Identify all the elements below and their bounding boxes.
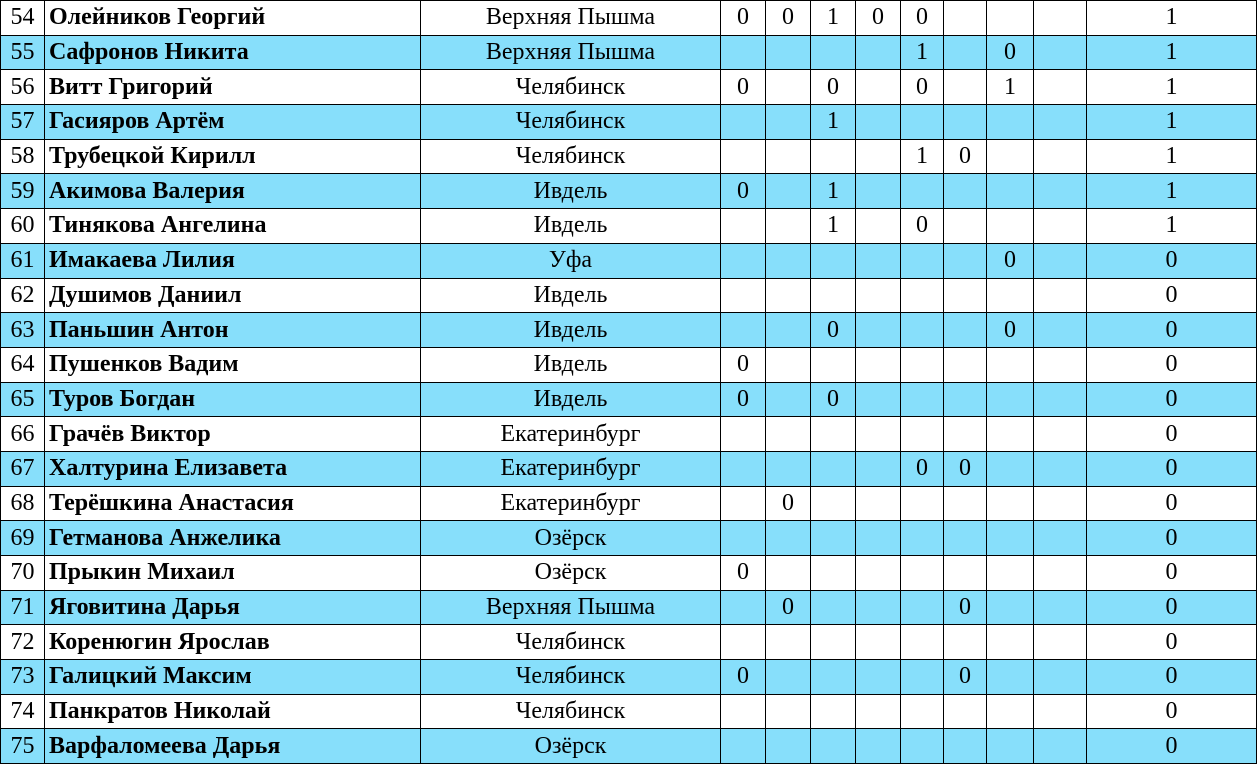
table-row <box>1 347 1257 382</box>
problem-score-cell <box>1034 625 1087 660</box>
table-row <box>1 660 1257 695</box>
problem-score-cell <box>944 278 987 313</box>
problem-score-cell <box>1034 382 1087 417</box>
problem-score-cell <box>944 417 987 452</box>
city-cell: Челябинск <box>421 625 721 660</box>
problem-score-cell <box>901 278 944 313</box>
problem-score-cell <box>1034 521 1087 556</box>
problem-score-cell <box>987 139 1034 174</box>
problem-score-cell: 0 <box>901 1 944 36</box>
problem-score-cell: 0 <box>811 382 856 417</box>
problem-score-cell <box>721 729 766 764</box>
participant-name-cell: Халтурина Елизавета <box>45 451 421 486</box>
table-row <box>1 382 1257 417</box>
total-score-cell: 0 <box>1087 382 1257 417</box>
row-number-cell: 55 <box>1 35 45 70</box>
participant-name-cell: Коренюгин Ярослав <box>45 625 421 660</box>
city-cell: Ивдель <box>421 313 721 348</box>
problem-score-cell <box>987 660 1034 695</box>
problem-score-cell <box>766 556 811 591</box>
problem-score-cell <box>721 313 766 348</box>
total-score-cell: 0 <box>1087 278 1257 313</box>
problem-score-cell <box>901 347 944 382</box>
problem-score-cell: 0 <box>987 313 1034 348</box>
problem-score-cell <box>987 729 1034 764</box>
total-score-cell: 0 <box>1087 313 1257 348</box>
problem-score-cell <box>944 313 987 348</box>
participant-name-cell: Терёшкина Анастасия <box>45 486 421 521</box>
problem-score-cell <box>856 660 901 695</box>
problem-score-cell <box>811 521 856 556</box>
problem-score-cell <box>811 625 856 660</box>
problem-score-cell <box>987 556 1034 591</box>
problem-score-cell <box>944 729 987 764</box>
total-score-cell: 0 <box>1087 625 1257 660</box>
problem-score-cell <box>901 556 944 591</box>
problem-score-cell <box>901 590 944 625</box>
problem-score-cell <box>811 139 856 174</box>
problem-score-cell: 1 <box>811 209 856 244</box>
problem-score-cell <box>766 625 811 660</box>
problem-score-cell <box>766 105 811 140</box>
problem-score-cell <box>1034 694 1087 729</box>
table-row <box>1 139 1257 174</box>
row-number-cell: 62 <box>1 278 45 313</box>
problem-score-cell <box>721 209 766 244</box>
problem-score-cell: 0 <box>766 486 811 521</box>
problem-score-cell <box>944 105 987 140</box>
table-row <box>1 451 1257 486</box>
problem-score-cell <box>987 278 1034 313</box>
problem-score-cell <box>901 625 944 660</box>
problem-score-cell <box>1034 70 1087 105</box>
problem-score-cell <box>856 729 901 764</box>
problem-score-cell <box>721 105 766 140</box>
problem-score-cell <box>811 278 856 313</box>
row-number-cell: 57 <box>1 105 45 140</box>
problem-score-cell <box>766 209 811 244</box>
table-row <box>1 486 1257 521</box>
problem-score-cell: 0 <box>721 1 766 36</box>
city-cell: Ивдель <box>421 174 721 209</box>
problem-score-cell <box>1034 313 1087 348</box>
problem-score-cell: 0 <box>811 313 856 348</box>
problem-score-cell <box>901 105 944 140</box>
problem-score-cell <box>987 625 1034 660</box>
row-number-cell: 58 <box>1 139 45 174</box>
problem-score-cell: 0 <box>766 1 811 36</box>
row-number-cell: 63 <box>1 313 45 348</box>
problem-score-cell <box>856 35 901 70</box>
problem-score-cell <box>1034 278 1087 313</box>
problem-score-cell: 0 <box>766 590 811 625</box>
total-score-cell: 1 <box>1087 105 1257 140</box>
total-score-cell: 0 <box>1087 556 1257 591</box>
problem-score-cell <box>856 209 901 244</box>
row-number-cell: 66 <box>1 417 45 452</box>
total-score-cell: 1 <box>1087 139 1257 174</box>
total-score-cell: 0 <box>1087 590 1257 625</box>
problem-score-cell: 1 <box>811 105 856 140</box>
problem-score-cell <box>766 521 811 556</box>
problem-score-cell <box>944 382 987 417</box>
problem-score-cell <box>944 209 987 244</box>
table-row <box>1 1 1257 36</box>
participant-name-cell: Варфаломеева Дарья <box>45 729 421 764</box>
problem-score-cell: 0 <box>856 1 901 36</box>
problem-score-cell <box>1034 1 1087 36</box>
problem-score-cell <box>901 243 944 278</box>
problem-score-cell <box>1034 590 1087 625</box>
problem-score-cell <box>901 417 944 452</box>
total-score-cell: 0 <box>1087 660 1257 695</box>
problem-score-cell <box>901 486 944 521</box>
problem-score-cell <box>811 451 856 486</box>
problem-score-cell <box>944 486 987 521</box>
participant-name-cell: Гетманова Анжелика <box>45 521 421 556</box>
problem-score-cell <box>944 694 987 729</box>
problem-score-cell <box>766 694 811 729</box>
participant-name-cell: Гасияров Артём <box>45 105 421 140</box>
problem-score-cell <box>901 174 944 209</box>
table-row <box>1 729 1257 764</box>
city-cell: Озёрск <box>421 729 721 764</box>
total-score-cell: 0 <box>1087 347 1257 382</box>
problem-score-cell <box>856 417 901 452</box>
row-number-cell: 71 <box>1 590 45 625</box>
problem-score-cell <box>901 313 944 348</box>
problem-score-cell <box>811 590 856 625</box>
total-score-cell: 1 <box>1087 209 1257 244</box>
participant-name-cell: Яговитина Дарья <box>45 590 421 625</box>
problem-score-cell <box>1034 556 1087 591</box>
problem-score-cell <box>1034 105 1087 140</box>
problem-score-cell <box>987 590 1034 625</box>
participant-name-cell: Галицкий Максим <box>45 660 421 695</box>
problem-score-cell: 0 <box>901 209 944 244</box>
row-number-cell: 75 <box>1 729 45 764</box>
problem-score-cell <box>901 660 944 695</box>
problem-score-cell: 0 <box>901 451 944 486</box>
table-row <box>1 105 1257 140</box>
problem-score-cell <box>1034 417 1087 452</box>
problem-score-cell <box>901 521 944 556</box>
problem-score-cell <box>856 590 901 625</box>
problem-score-cell <box>856 243 901 278</box>
city-cell: Челябинск <box>421 105 721 140</box>
problem-score-cell <box>811 729 856 764</box>
problem-score-cell: 0 <box>987 243 1034 278</box>
problem-score-cell <box>856 313 901 348</box>
problem-score-cell: 0 <box>811 70 856 105</box>
problem-score-cell <box>766 70 811 105</box>
participant-name-cell: Пушенков Вадим <box>45 347 421 382</box>
participant-name-cell: Витт Григорий <box>45 70 421 105</box>
problem-score-cell <box>721 590 766 625</box>
problem-score-cell <box>811 486 856 521</box>
problem-score-cell <box>766 35 811 70</box>
problem-score-cell <box>987 209 1034 244</box>
table-row <box>1 35 1257 70</box>
problem-score-cell <box>856 105 901 140</box>
city-cell: Озёрск <box>421 521 721 556</box>
table-row <box>1 174 1257 209</box>
problem-score-cell <box>721 521 766 556</box>
problem-score-cell <box>944 521 987 556</box>
problem-score-cell <box>856 556 901 591</box>
problem-score-cell <box>944 556 987 591</box>
table-row <box>1 590 1257 625</box>
problem-score-cell <box>1034 174 1087 209</box>
problem-score-cell: 0 <box>721 382 766 417</box>
participant-name-cell: Олейников Георгий <box>45 1 421 36</box>
problem-score-cell <box>987 174 1034 209</box>
problem-score-cell: 0 <box>721 70 766 105</box>
problem-score-cell <box>811 660 856 695</box>
participant-name-cell: Паньшин Антон <box>45 313 421 348</box>
participant-name-cell: Тинякова Ангелина <box>45 209 421 244</box>
city-cell: Ивдель <box>421 209 721 244</box>
row-number-cell: 68 <box>1 486 45 521</box>
problem-score-cell <box>944 243 987 278</box>
city-cell: Ивдель <box>421 382 721 417</box>
problem-score-cell <box>811 694 856 729</box>
problem-score-cell <box>856 174 901 209</box>
problem-score-cell <box>856 347 901 382</box>
problem-score-cell <box>1034 451 1087 486</box>
problem-score-cell <box>1034 35 1087 70</box>
problem-score-cell: 0 <box>944 451 987 486</box>
table-row <box>1 694 1257 729</box>
problem-score-cell <box>944 625 987 660</box>
total-score-cell: 0 <box>1087 694 1257 729</box>
city-cell: Екатеринбург <box>421 417 721 452</box>
problem-score-cell <box>856 486 901 521</box>
problem-score-cell: 0 <box>987 35 1034 70</box>
participant-name-cell: Трубецкой Кирилл <box>45 139 421 174</box>
participant-name-cell: Прыкин Михаил <box>45 556 421 591</box>
table-row <box>1 625 1257 660</box>
problem-score-cell <box>1034 139 1087 174</box>
problem-score-cell <box>766 382 811 417</box>
problem-score-cell <box>721 278 766 313</box>
city-cell: Верхняя Пышма <box>421 1 721 36</box>
problem-score-cell <box>811 417 856 452</box>
city-cell: Озёрск <box>421 556 721 591</box>
table-row <box>1 70 1257 105</box>
problem-score-cell <box>856 451 901 486</box>
row-number-cell: 60 <box>1 209 45 244</box>
participant-name-cell: Имакаева Лилия <box>45 243 421 278</box>
city-cell: Екатеринбург <box>421 451 721 486</box>
problem-score-cell: 0 <box>944 139 987 174</box>
participant-name-cell: Акимова Валерия <box>45 174 421 209</box>
city-cell: Верхняя Пышма <box>421 35 721 70</box>
row-number-cell: 72 <box>1 625 45 660</box>
total-score-cell: 1 <box>1087 174 1257 209</box>
problem-score-cell <box>901 729 944 764</box>
problem-score-cell <box>766 451 811 486</box>
problem-score-cell: 1 <box>901 35 944 70</box>
table-row <box>1 209 1257 244</box>
problem-score-cell: 0 <box>721 347 766 382</box>
total-score-cell: 0 <box>1087 521 1257 556</box>
problem-score-cell <box>901 694 944 729</box>
city-cell: Уфа <box>421 243 721 278</box>
problem-score-cell <box>856 139 901 174</box>
problem-score-cell <box>721 694 766 729</box>
city-cell: Ивдель <box>421 278 721 313</box>
problem-score-cell <box>987 347 1034 382</box>
total-score-cell: 0 <box>1087 729 1257 764</box>
row-number-cell: 54 <box>1 1 45 36</box>
problem-score-cell: 0 <box>721 660 766 695</box>
problem-score-cell <box>721 139 766 174</box>
problem-score-cell: 0 <box>721 556 766 591</box>
city-cell: Верхняя Пышма <box>421 590 721 625</box>
problem-score-cell <box>1034 347 1087 382</box>
table-row <box>1 417 1257 452</box>
problem-score-cell <box>811 243 856 278</box>
problem-score-cell <box>721 35 766 70</box>
problem-score-cell <box>811 347 856 382</box>
problem-score-cell <box>856 694 901 729</box>
problem-score-cell <box>766 417 811 452</box>
city-cell: Челябинск <box>421 70 721 105</box>
total-score-cell: 0 <box>1087 417 1257 452</box>
problem-score-cell <box>987 521 1034 556</box>
problem-score-cell <box>987 1 1034 36</box>
problem-score-cell <box>987 451 1034 486</box>
problem-score-cell <box>766 139 811 174</box>
problem-score-cell <box>766 729 811 764</box>
participant-name-cell: Туров Богдан <box>45 382 421 417</box>
problem-score-cell <box>856 278 901 313</box>
table-row <box>1 313 1257 348</box>
problem-score-cell: 0 <box>901 70 944 105</box>
problem-score-cell: 1 <box>811 1 856 36</box>
problem-score-cell: 1 <box>987 70 1034 105</box>
problem-score-cell <box>1034 243 1087 278</box>
problem-score-cell <box>766 347 811 382</box>
problem-score-cell <box>987 486 1034 521</box>
problem-score-cell <box>944 1 987 36</box>
problem-score-cell <box>856 382 901 417</box>
problem-score-cell <box>766 174 811 209</box>
problem-score-cell <box>944 70 987 105</box>
total-score-cell: 1 <box>1087 35 1257 70</box>
table-row <box>1 278 1257 313</box>
problem-score-cell <box>856 70 901 105</box>
city-cell: Челябинск <box>421 139 721 174</box>
problem-score-cell: 1 <box>811 174 856 209</box>
problem-score-cell <box>1034 729 1087 764</box>
row-number-cell: 69 <box>1 521 45 556</box>
problem-score-cell <box>987 417 1034 452</box>
row-number-cell: 64 <box>1 347 45 382</box>
row-number-cell: 56 <box>1 70 45 105</box>
table-body <box>1 1 1257 764</box>
row-number-cell: 70 <box>1 556 45 591</box>
problem-score-cell <box>944 174 987 209</box>
participant-name-cell: Душимов Даниил <box>45 278 421 313</box>
row-number-cell: 73 <box>1 660 45 695</box>
total-score-cell: 1 <box>1087 1 1257 36</box>
problem-score-cell <box>987 382 1034 417</box>
city-cell: Екатеринбург <box>421 486 721 521</box>
problem-score-cell <box>1034 209 1087 244</box>
table-row <box>1 521 1257 556</box>
problem-score-cell <box>766 278 811 313</box>
problem-score-cell <box>1034 660 1087 695</box>
problem-score-cell: 0 <box>944 590 987 625</box>
row-number-cell: 74 <box>1 694 45 729</box>
problem-score-cell <box>721 486 766 521</box>
problem-score-cell <box>856 521 901 556</box>
total-score-cell: 0 <box>1087 243 1257 278</box>
problem-score-cell <box>721 417 766 452</box>
total-score-cell: 1 <box>1087 70 1257 105</box>
participant-name-cell: Сафронов Никита <box>45 35 421 70</box>
problem-score-cell <box>766 243 811 278</box>
row-number-cell: 59 <box>1 174 45 209</box>
row-number-cell: 67 <box>1 451 45 486</box>
participant-name-cell: Панкратов Николай <box>45 694 421 729</box>
problem-score-cell <box>1034 486 1087 521</box>
row-number-cell: 61 <box>1 243 45 278</box>
problem-score-cell: 0 <box>944 660 987 695</box>
problem-score-cell <box>987 694 1034 729</box>
problem-score-cell <box>856 625 901 660</box>
participant-name-cell: Грачёв Виктор <box>45 417 421 452</box>
table-row <box>1 243 1257 278</box>
total-score-cell: 0 <box>1087 451 1257 486</box>
problem-score-cell <box>766 313 811 348</box>
row-number-cell: 65 <box>1 382 45 417</box>
city-cell: Ивдель <box>421 347 721 382</box>
problem-score-cell <box>944 347 987 382</box>
city-cell: Челябинск <box>421 694 721 729</box>
problem-score-cell <box>721 451 766 486</box>
problem-score-cell <box>944 35 987 70</box>
problem-score-cell <box>811 556 856 591</box>
problem-score-cell <box>811 35 856 70</box>
problem-score-cell <box>721 243 766 278</box>
problem-score-cell <box>987 105 1034 140</box>
problem-score-cell <box>766 660 811 695</box>
problem-score-cell: 1 <box>901 139 944 174</box>
problem-score-cell: 0 <box>721 174 766 209</box>
problem-score-cell <box>901 382 944 417</box>
problem-score-cell <box>721 625 766 660</box>
city-cell: Челябинск <box>421 660 721 695</box>
table-row <box>1 556 1257 591</box>
total-score-cell: 0 <box>1087 486 1257 521</box>
